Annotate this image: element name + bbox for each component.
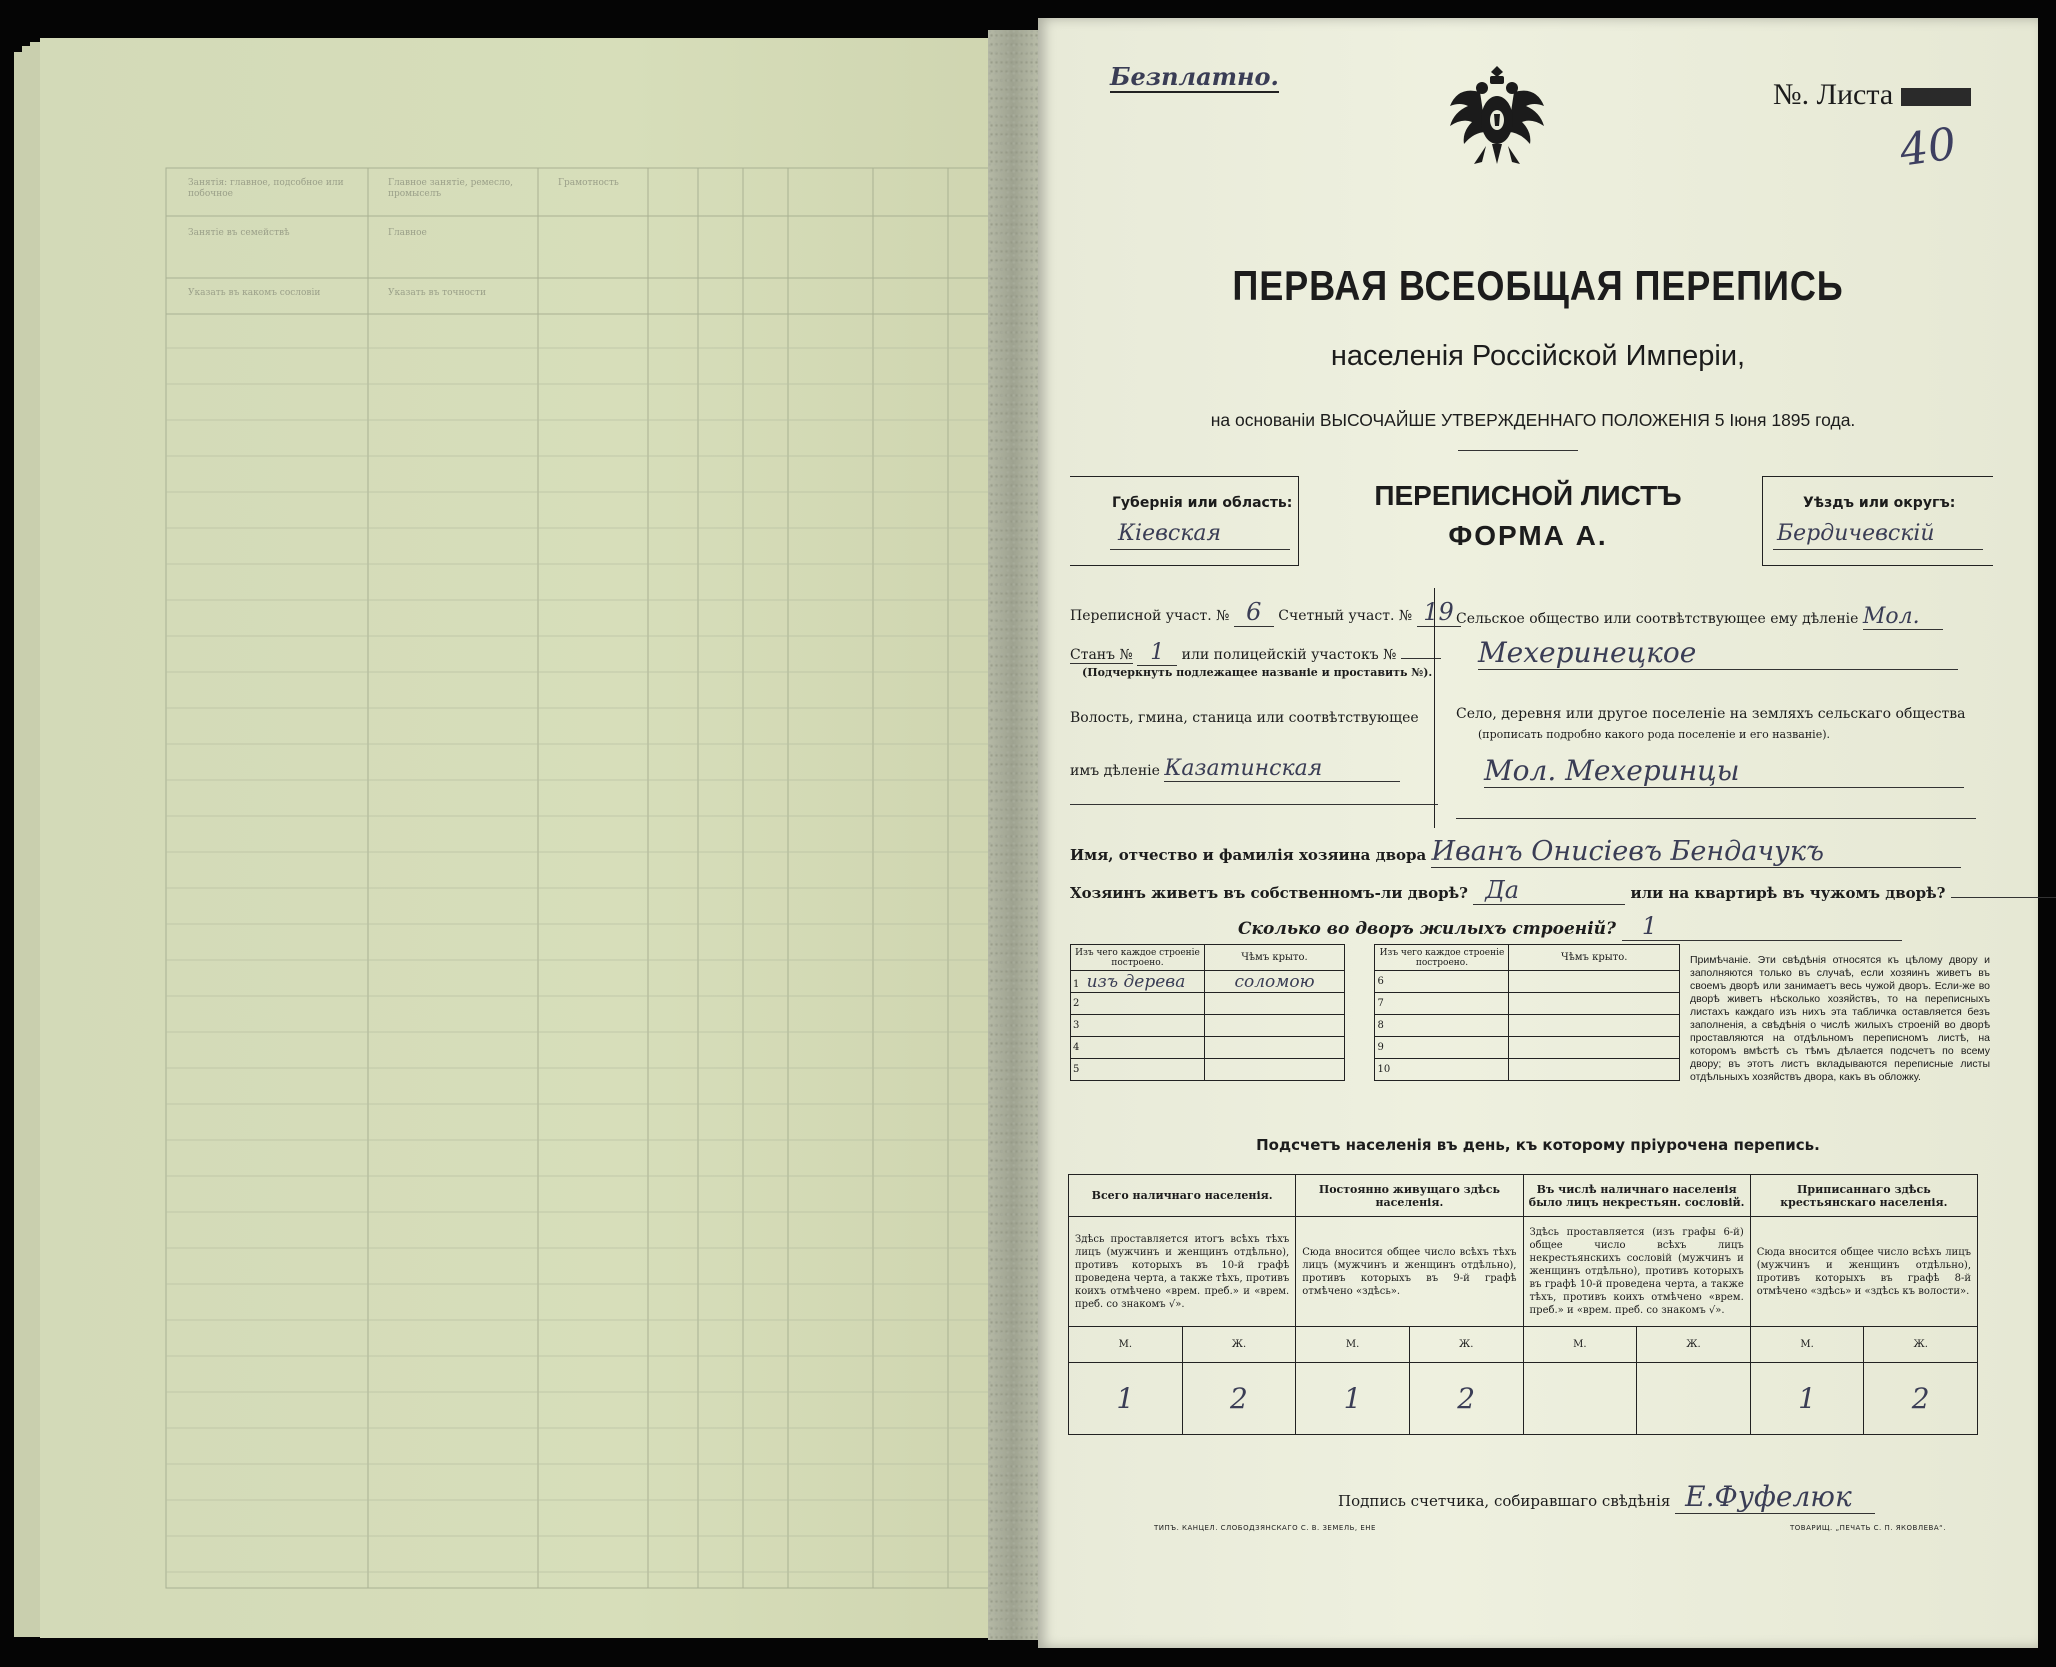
row-number: 9 [1377,1042,1384,1053]
material-header: Изъ чего каждое строеніе построено. [1375,945,1509,971]
table-cell [1509,1059,1680,1081]
count-heading: Подсчетъ населенія въ день, къ которому пріурочена перепись. [1256,1136,1820,1154]
row-number: 10 [1377,1064,1391,1075]
table-row [1071,1015,1205,1037]
male-column-header: М. [1750,1327,1864,1363]
counting-district-label: Счетный участ. № [1278,608,1413,624]
table-row [1375,971,1509,993]
female-column-header: Ж. [1182,1327,1296,1363]
village-note: (прописать подробно какого рода поселеніе и его названіе). [1478,728,1830,741]
signature-line [1338,1480,1875,1514]
rent-label: или на квартирѣ въ чужомъ дворѣ? [1630,884,1946,902]
village-society-value-1: Мол. [1863,604,1943,630]
count-value: 1 [1296,1363,1410,1435]
table-cell [1204,1059,1344,1081]
signature-value: Е.Фуфелюк [1675,1480,1875,1514]
table-row [1071,971,1205,993]
female-column-header: Ж. [1409,1327,1523,1363]
table-row [1375,1037,1509,1059]
count-value: 1 [1750,1363,1864,1435]
row-number: 4 [1073,1042,1080,1053]
count-value: 1 [1069,1363,1183,1435]
uezd-box [1762,476,1993,566]
imprint-left: ТИПЪ. КАНЦЕЛ. СЛОБОДЗЯНСКАГО С. В. ЗЕМЕЛЬ, ЕНЕ [1154,1524,1376,1532]
district-line [1070,598,1461,627]
table-gap [1345,945,1375,971]
female-column-header: Ж. [1637,1327,1751,1363]
own-yard-value: Да [1473,876,1625,905]
table-row [1375,1059,1509,1081]
count-description: Сюда вносится общее число всѣхъ лицъ (мужчинъ и женщинъ отдѣльно), противъ которыхъ въ графѣ 8-й отмѣчено «здѣсь» и «здѣсь къ волости». [1750,1217,1977,1327]
blank-line [1773,549,1983,550]
census-form-page [1038,18,2038,1648]
row1-roof: соломою [1204,971,1344,993]
sheet-number-value: 40 [1896,118,1960,177]
count-header: Всего наличнаго населенія. [1069,1175,1296,1217]
material-header: Изъ чего каждое строеніе построено. [1071,945,1205,971]
male-column-header: М. [1069,1327,1183,1363]
faint-census-grid: Занятія: главное, подсобное или побочное Главное занятіе, ремесло, промыселъ Грамотность Занятіе въ семействѣ Главное Указать въ какомъ сословіи Указать въ точности [128,128,1028,1608]
column-divider [1434,588,1435,828]
gubernia-value: Кіевская [1118,521,1222,546]
owner-line [1070,836,1961,868]
police-label: или полицейскій участокъ № [1181,647,1397,663]
legal-basis: на основаніи ВЫСОЧАЙШЕ УТВЕРЖДЕННАГО ПОЛОЖЕНІЯ 5 Іюня 1895 года. [1210,410,1856,430]
buildings-table [1070,944,1680,1081]
roof-header: Чѣмъ крыто. [1204,945,1344,971]
buildings-line [1238,912,1902,941]
row-number: 2 [1073,998,1080,1009]
table-row [1071,1037,1205,1059]
stan-value: 1 [1137,640,1177,666]
village-value: Мол. Мехеринцы [1484,754,1964,788]
blank-line [1110,549,1290,550]
binding-spine [988,30,1038,1640]
gubernia-box [1070,476,1299,566]
counting-district-value: 19 [1417,598,1461,627]
owner-label: Имя, отчество и фамилія хозяина двора [1070,846,1427,864]
own-yard-label: Хозяинъ живетъ въ собственномъ-ли дворѣ? [1070,884,1468,902]
count-value [1637,1363,1751,1435]
owner-value: Иванъ Онисіевъ Бендачукъ [1431,836,1961,868]
village-society-value-2: Мехеринецкое [1478,636,1958,670]
table-cell [1204,1037,1344,1059]
blank-line [1070,804,1438,805]
population-count-table [1068,1174,1978,1435]
count-description: Здѣсь проставляется (изъ графы 6-й) общее число всѣхъ лицъ некрестьянскихъ сословій (мужчинъ и женщинъ отдѣльно), противъ которыхъ въ графѣ 10-й проведена черта, а также тѣхъ, противъ коихъ отмѣчено «врем. преб.» и «врем. преб. со знакомъ √». [1523,1217,1750,1327]
divider [1458,450,1578,451]
row-number: 7 [1377,998,1384,1009]
row-number: 8 [1377,1020,1384,1031]
stan-label: Станъ № [1070,647,1133,663]
imprint-right: ТОВАРИЩ. „ПЕЧАТЬ С. П. ЯКОВЛЕВА“. [1790,1524,1946,1532]
page-title: ПЕРВАЯ ВСЕОБЩАЯ ПЕРЕПИСЬ [1232,262,1844,309]
form-letter: ФОРМА А. [1448,520,1608,551]
left-page [40,38,1010,1638]
gubernia-label: Губернія или область: [1112,495,1293,511]
underline-note: (Подчеркнуть подлежащее названіе и проставить №). [1082,666,1433,679]
village-label: Село, деревня или другое поселеніе на земляхъ сельскаго общества [1456,706,1966,722]
form-title: ПЕРЕПИСНОЙ ЛИСТЪ [1374,480,1682,511]
table-gap [1345,1015,1375,1037]
count-value: 2 [1864,1363,1978,1435]
count-value [1523,1363,1637,1435]
blank-line [1456,818,1976,819]
table-cell [1509,971,1680,993]
rent-blank [1951,897,2056,898]
row1-material: изъ дерева [1086,971,1186,992]
row-number: 1 [1073,978,1080,990]
census-district-label: Переписной участ. № [1070,608,1230,624]
count-value: 2 [1409,1363,1523,1435]
volost-label-2: имъ дѣленіе [1070,763,1160,779]
table-row [1375,993,1509,1015]
count-header: Въ числѣ наличнаго населенія было лицъ некрестьян. сословій. [1523,1175,1750,1217]
table-row [1071,993,1205,1015]
count-description: Сюда вносится общее число всѣхъ тѣхъ лицъ (мужчинъ и женщинъ отдѣльно), противъ которыхъ въ 9-й графѣ отмѣчено «здѣсь». [1296,1217,1523,1327]
yard-line [1070,876,2056,905]
signature-label: Подпись счетчика, собиравшаго свѣдѣнія [1338,1492,1671,1510]
stamp-struck-box [1901,88,1971,106]
imperial-eagle-emblem [1442,62,1552,172]
buildings-label: Сколько во дворъ жилыхъ строеній? [1238,919,1616,939]
count-description: Здѣсь проставляется итогъ всѣхъ тѣхъ лицъ (мужчинъ и женщинъ отдѣльно), противъ которыхъ въ 10-й графѣ проведена черта, а также тѣхъ, противъ коихъ отмѣчено «врем. преб.» и «врем. преб. со знакомъ √». [1069,1217,1296,1327]
table-row [1375,1015,1509,1037]
stan-line [1070,640,1441,666]
table-cell [1509,1037,1680,1059]
table-gap [1345,993,1375,1015]
table-cell [1204,1015,1344,1037]
table-gap [1345,1037,1375,1059]
uezd-value: Бердичевскій [1777,521,1935,546]
count-header: Приписаннаго здѣсь крестьянскаго населенія. [1750,1175,1977,1217]
volost-line [1070,756,1400,782]
row-number: 3 [1073,1020,1080,1031]
row-number: 6 [1377,976,1384,987]
uezd-label: Уѣздъ или округъ: [1803,495,1956,511]
volost-label: Волость, гмина, станица или соотвѣтствующее [1070,710,1419,726]
count-header: Постоянно живущаго здѣсь населенія. [1296,1175,1523,1217]
village-society-label: Сельское общество или соотвѣтствующее ему дѣленіе [1456,611,1859,627]
male-column-header: М. [1523,1327,1637,1363]
table-gap [1345,971,1375,993]
table-row [1071,1059,1205,1081]
table-cell [1204,993,1344,1015]
roof-header: Чѣмъ крыто. [1509,945,1680,971]
row-number: 5 [1073,1064,1080,1075]
page-subtitle: населенія Россійской Имперіи, [1330,340,1746,372]
table-cell [1509,1015,1680,1037]
free-label: Безплатно. [1110,62,1279,91]
table-gap [1345,1059,1375,1081]
society-line [1456,604,1943,630]
sheet-number-label: №. Листа [1773,78,1894,111]
table-cell [1509,993,1680,1015]
remark-note: Примѣчаніе. Эти свѣдѣнія относятся къ цѣлому двору и заполняются только въ случаѣ, если хозяинъ живетъ въ своемъ дворѣ или занимаетъ весь чужой дворъ. Если-же во дворѣ живетъ нѣсколько хозяйствъ, то на переписныхъ листахъ каждаго изъ нихъ эта табличка оставляется безъ заполненія, а свѣдѣнія о числѣ жилыхъ строеній во дворѣ проставляются на отдѣльномъ переписномъ листѣ, на которомъ вмѣстѣ съ тѣмъ дѣлается подсчетъ по всему двору; въ этотъ листъ вкладываются переписные листы отдѣльныхъ хозяйствъ двора, какъ въ обложку. [1690,954,1990,1083]
female-column-header: Ж. [1864,1327,1978,1363]
buildings-value: 1 [1622,912,1902,941]
male-column-header: М. [1296,1327,1410,1363]
volost-value: Казатинская [1164,756,1400,782]
census-district-value: 6 [1234,598,1274,627]
count-value: 2 [1182,1363,1296,1435]
